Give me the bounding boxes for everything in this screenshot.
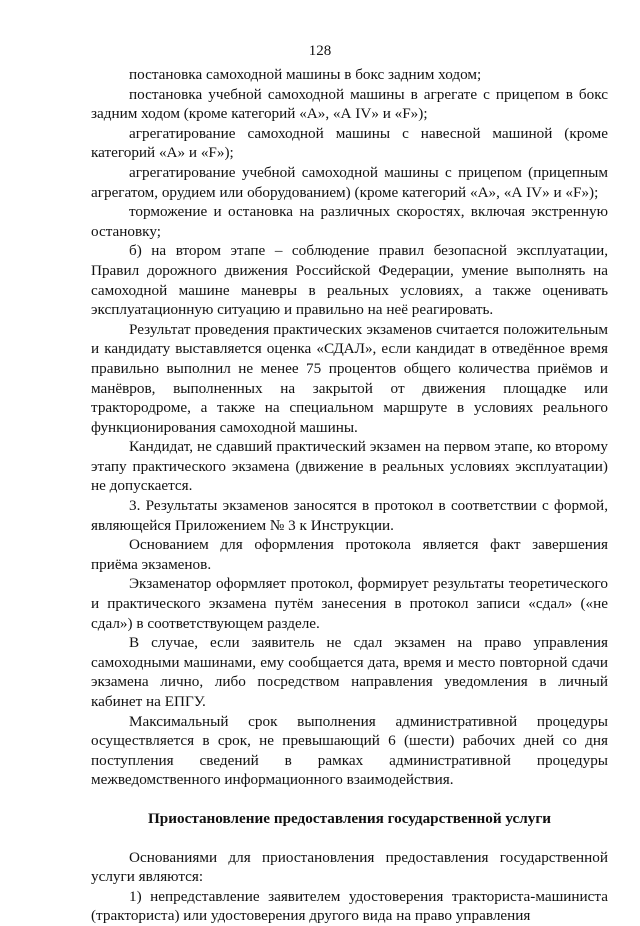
paragraph: Максимальный срок выполнения административной процедуры осуществляется в срок, не превышающий 6 (шести) рабочих дней со дня поступления сведений в рамках административной процедуры межведомственного информационного взаимодействия.: [91, 712, 608, 789]
page-number: 128: [308, 43, 332, 59]
document-body: [91, 65, 608, 926]
paragraph: Основаниями для приостановления предоставления государственной услуги являются:: [91, 848, 608, 886]
section-heading: Приостановление предоставления государственной услуги: [147, 809, 552, 827]
paragraph: б) на втором этапе – соблюдение правил безопасной эксплуатации, Правил дорожного движения Российской Федерации, умение выполнять на самоходной машине маневры в реальных условиях, а также оценивать эксплуатационную ситуацию и правильно на неё реагировать.: [91, 242, 608, 319]
paragraph: торможение и остановка на различных скоростях, включая экстренную остановку;: [91, 203, 608, 240]
paragraph: В случае, если заявитель не сдал экзамен на право управления самоходными машинами, ему сообщается дата, время и место повторной сдачи экзамена лично, либо посредством направления уведомления в личный кабинет на ЕПГУ.: [91, 634, 608, 710]
paragraph: 3. Результаты экзаменов заносятся в протокол в соответствии с формой, являющейся Приложением № 3 к Инструкции.: [91, 497, 608, 534]
paragraph: постановка самоходной машины в бокс задним ходом;: [129, 66, 482, 83]
paragraph: агрегатирование самоходной машины с навесной машиной (кроме категорий «А» и «F»);: [91, 124, 608, 162]
paragraph: Результат проведения практических экзаменов считается положительным и кандидату выставляется оценка «СДАЛ», если кандидат в отведённое время правильно выполнил не менее 75 процентов общего количества приёмов и манёвров, выполненных на закрытой от движения площадке или трактородроме, а также на специальном маршруте в условиях реального функционирования самоходной машины.: [91, 320, 608, 436]
paragraph: 1) непредставление заявителем удостоверения тракториста-машиниста (тракториста) или удостоверения другого вида на право управления: [91, 887, 608, 925]
paragraph: Кандидат, не сдавший практический экзамен на первом этапе, ко второму этапу практического экзамена (движение в реальных условиях эксплуатации) не допускается.: [91, 438, 608, 495]
paragraph: агрегатирование учебной самоходной машины с прицепом (прицепным агрегатом, орудием или оборудованием) (кроме категорий «А», «А IV» и «F»);: [91, 163, 608, 201]
paragraph: постановка учебной самоходной машины в агрегате с прицепом в бокс задним ходом (кроме категорий «А», «А IV» и «F»);: [91, 85, 608, 123]
paragraph: Экзаменатор оформляет протокол, формирует результаты теоретического и практического экзамена путём занесения в протокол записи «сдал» («не сдал») в соответствующем разделе.: [91, 575, 608, 632]
paragraph: Основанием для оформления протокола является факт завершения приёма экзаменов.: [91, 536, 608, 573]
